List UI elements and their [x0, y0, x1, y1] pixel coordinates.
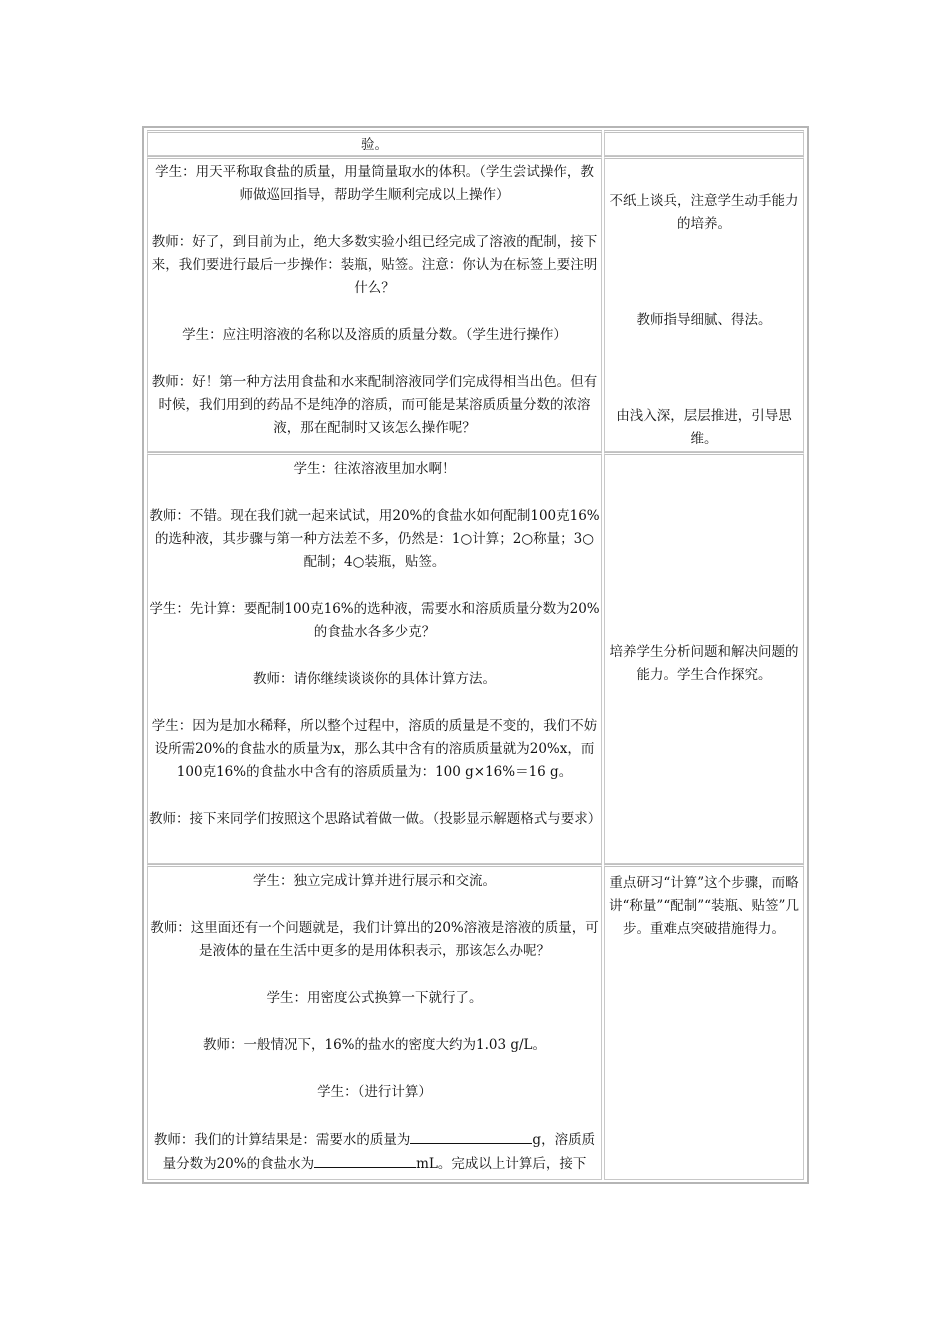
paragraph: 教师：请你继续谈谈你的具体计算方法。 — [253, 671, 496, 687]
intent-note: 重点研习“计算”这个步骤，而略讲“称量”“配制”“装瓶、贴签”几步。重难点突破措施得力。 — [609, 875, 799, 937]
answer-blank-water[interactable] — [410, 1128, 532, 1144]
fill-in-paragraph — [148, 1128, 601, 1176]
paragraph: 学生：用密度公式换算一下就行了。 — [266, 990, 483, 1006]
paragraph: 学生：（进行计算） — [317, 1084, 432, 1100]
paragraph: 学生：先计算：要配制100克16%的选种液，需要水和溶质质量分数为20%的食盐水各多少克？ — [149, 601, 600, 640]
table-row — [147, 130, 804, 156]
table-row — [147, 452, 804, 864]
process-cell — [147, 452, 602, 864]
paragraph: 教师：好了，到目前为止，绝大多数实验小组已经完成了溶液的配制，接下来，我们要进行最后一步操作：装瓶，贴签。注意：你认为在标签上要注明什么？ — [151, 234, 598, 296]
table-row — [147, 156, 804, 452]
process-text: 验。 — [361, 137, 388, 153]
paragraph: 教师：不错。现在我们就一起来试试，用20%的食盐水如何配制100克16%的选种液，其步骤与第一种方法差不多，仍然是：1○计算；2○称量；3○配制；4○装瓶，贴签。 — [149, 508, 600, 570]
paragraph: 教师：这里面还有一个问题就是，我们计算出的20%溶液是溶液的质量，可是液体的量在生活中更多的是用体积表示，那该怎么办呢？ — [150, 920, 599, 959]
process-cell — [147, 156, 602, 452]
answer-blank-solution[interactable] — [314, 1152, 416, 1168]
fill-in-text: g，溶质质量分数为20%的食盐水为 — [162, 1132, 596, 1172]
fill-in-text: 教师：我们的计算结果是：需要水的质量为 — [153, 1132, 411, 1148]
paragraph: 学生：因为是加水稀释，所以整个过程中，溶质的质量是不变的，我们不妨设所需20%的食盐水的质量为x，那么其中含有的溶质质量就为20%x，而100克16%的食盐水中含有的溶质质量为：100 g×16%＝16 g。 — [151, 718, 598, 780]
intent-note: 教师指导细腻、得法。 — [636, 312, 772, 328]
lesson-table — [142, 126, 809, 1184]
paragraph: 学生：往浓溶液里加水啊！ — [293, 461, 456, 477]
fill-in-text: mL。完成以上计算后，接下 — [416, 1156, 587, 1172]
intent-note: 不纸上谈兵，注意学生动手能力的培养。 — [609, 193, 799, 232]
process-cell — [147, 130, 602, 156]
paragraph: 教师：接下来同学们按照这个思路试着做一做。（投影显示解题格式与要求） — [149, 811, 602, 827]
intent-note: 由浅入深，层层推进，引导思维。 — [616, 408, 792, 447]
intent-cell — [604, 864, 804, 1180]
table-row — [147, 864, 804, 1180]
intent-note: 培养学生分析问题和解决问题的能力。学生合作探究。 — [609, 644, 799, 683]
intent-cell — [604, 452, 804, 864]
intent-cell — [604, 156, 804, 452]
intent-cell — [604, 130, 804, 156]
paragraph: 教师：一般情况下，16%的盐水的密度大约为1.03 g/L。 — [202, 1037, 546, 1053]
paragraph: 教师：好！第一种方法用食盐和水来配制溶液同学们完成得相当出色。但有时候，我们用到的药品不是纯净的溶质，而可能是某溶质质量分数的浓溶液，那在配制时又该怎么操作呢？ — [151, 374, 598, 436]
paragraph: 学生：用天平称取食盐的质量，用量筒量取水的体积。（学生尝试操作，教师做巡回指导，帮助学生顺利完成以上操作） — [155, 164, 594, 203]
paragraph: 学生：独立完成计算并进行展示和交流。 — [253, 873, 496, 889]
paragraph: 学生：应注明溶液的名称以及溶质的质量分数。（学生进行操作） — [182, 327, 567, 343]
process-cell — [147, 864, 602, 1180]
